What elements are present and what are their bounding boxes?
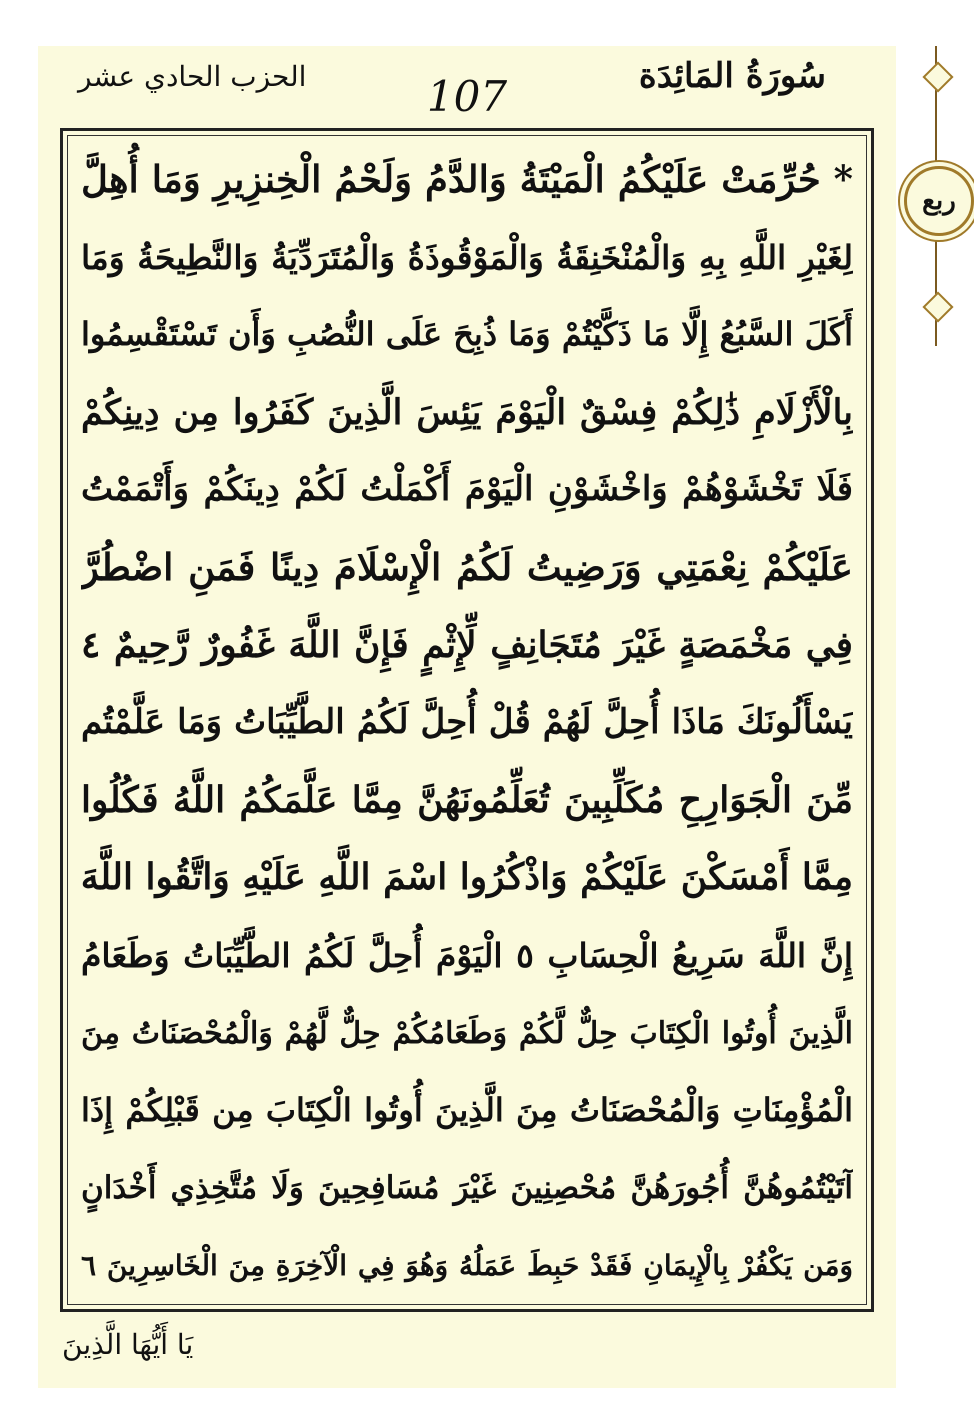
text-line: مِّنَ الْجَوَارِحِ مُكَلِّبِينَ تُعَلِّمُونَهُنَّ مِمَّا عَلَّمَكُمُ اللَّهُ فَكُلُوا xyxy=(81,778,853,821)
text-line: لِغَيْرِ اللَّهِ بِهِ وَالْمُنْخَنِقَةُ وَالْمَوْقُوذَةُ وَالْمُتَرَدِّيَةُ وَالنَّطِيحَةُ وَمَا xyxy=(81,237,853,277)
text-line: بِالْأَزْلَامِ ذَٰلِكُمْ فِسْقٌ الْيَوْمَ يَئِسَ الَّذِينَ كَفَرُوا مِن دِينِكُمْ xyxy=(81,391,853,433)
text-line: مِمَّا أَمْسَكْنَ عَلَيْكُمْ وَاذْكُرُوا اسْمَ اللَّهِ عَلَيْهِ وَاتَّقُوا اللَّهَ xyxy=(81,856,853,899)
hizb-label: الحزب الحادي عشر xyxy=(78,60,307,93)
text-line: عَلَيْكُمْ نِعْمَتِي وَرَضِيتُ لَكُمُ الْإِسْلَامَ دِينًا فَمَنِ اضْطُرَّ xyxy=(81,544,853,589)
text-line: * حُرِّمَتْ عَلَيْكُمُ الْمَيْتَةُ وَالدَّمُ وَلَحْمُ الْخِنزِيرِ وَمَا أُهِلَّ xyxy=(81,157,853,201)
text-line: يَسْأَلُونَكَ مَاذَا أُحِلَّ لَهُمْ قُلْ أُحِلَّ لَكُمُ الطَّيِّبَاتُ وَمَا عَلَّمْتُم xyxy=(81,702,853,743)
text-line: أَكَلَ السَّبُعُ إِلَّا مَا ذَكَّيْتُمْ وَمَا ذُبِحَ عَلَى النُّصُبِ وَأَن تَسْتَقْسِمُوا xyxy=(81,315,853,354)
page-header xyxy=(38,46,896,128)
mushaf-page xyxy=(38,46,896,1388)
page-number: 107 xyxy=(426,72,508,121)
margin-ornament xyxy=(898,46,974,346)
text-line: فِي مَخْمَصَةٍ غَيْرَ مُتَجَانِفٍ لِّإِثْمٍ فَإِنَّ اللَّهَ غَفُورٌ رَّحِيمٌ ٤ xyxy=(81,623,853,666)
text-line: آتَيْتُمُوهُنَّ أُجُورَهُنَّ مُحْصِنِينَ غَيْرَ مُسَافِحِينَ وَلَا مُتَّخِذِي أَخْدَانٍ xyxy=(81,1169,853,1206)
verse-lines xyxy=(81,141,853,1301)
text-line: الْمُؤْمِنَاتِ وَالْمُحْصَنَاتُ مِنَ الَّذِينَ أُوتُوا الْكِتَابَ مِن قَبْلِكُمْ إِذَا xyxy=(81,1091,853,1130)
text-line: فَلَا تَخْشَوْهُمْ وَاخْشَوْنِ الْيَوْمَ أَكْمَلْتُ لَكُمْ دِينَكُمْ وَأَتْمَمْتُ xyxy=(81,469,853,510)
text-line: الَّذِينَ أُوتُوا الْكِتَابَ حِلٌّ لَّكُمْ وَطَعَامُكُمْ حِلٌّ لَّهُمْ وَالْمُحْصَنَاتُ مِنَ xyxy=(81,1015,853,1051)
surah-title: سُورَةُ المَائِدَة xyxy=(638,56,826,96)
diamond-ornament-icon xyxy=(922,61,953,92)
diamond-ornament-icon xyxy=(922,291,953,322)
catchword: يَا أَيُّهَا الَّذِينَ xyxy=(62,1328,194,1361)
text-line: وَمَن يَكْفُرْ بِالْإِيمَانِ فَقَدْ حَبِطَ عَمَلُهُ وَهُوَ فِي الْآخِرَةِ مِنَ الْخَاسِرِينَ ٦ xyxy=(81,1249,853,1283)
quarter-mark-medallion: ربع xyxy=(904,166,974,236)
text-line: إِنَّ اللَّهَ سَرِيعُ الْحِسَابِ ٥ الْيَوْمَ أُحِلَّ لَكُمُ الطَّيِّبَاتُ وَطَعَامُ xyxy=(81,935,853,975)
text-frame xyxy=(60,128,874,1312)
